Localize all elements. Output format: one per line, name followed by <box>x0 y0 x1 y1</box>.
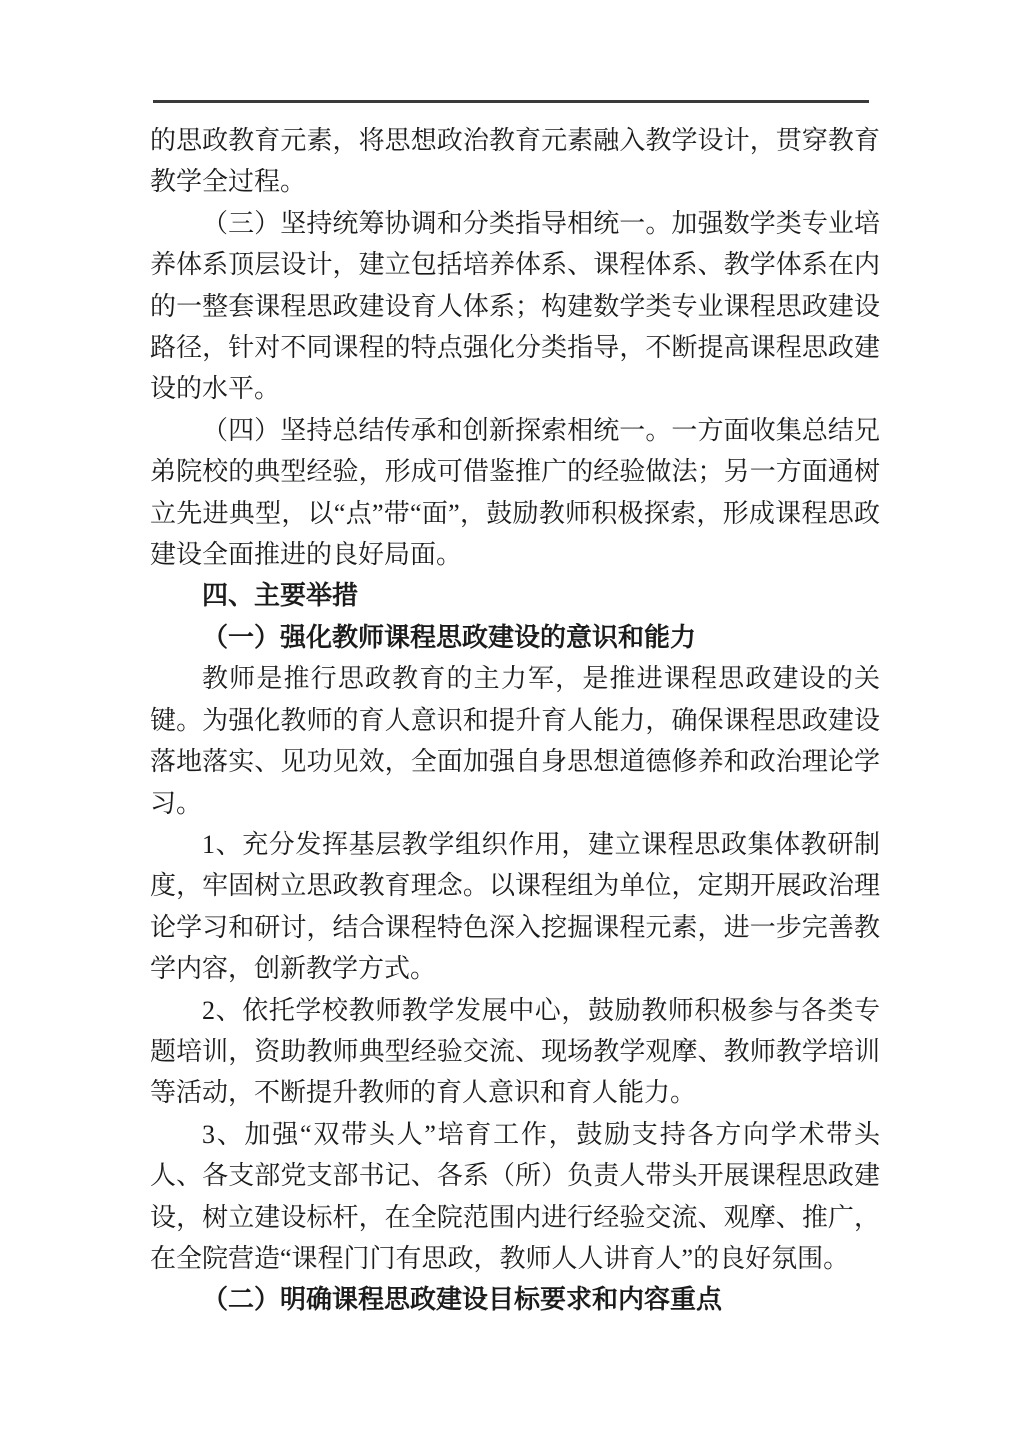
paragraph-continuation: 的思政教育元素，将思想政治教育元素融入教学设计，贯穿教育教学全过程。 <box>150 126 880 197</box>
paragraph-teachers-key: 教师是推行思政教育的主力军，是推进课程思政建设的关键。为强化教师的育人意识和提升育人能力，确保课程思政建设落地落实、见功见效，全面加强自身思想道德修养和政治理论学习。 <box>150 664 880 818</box>
paragraph-measure-3: 3、加强“双带头人”培育工作，鼓励支持各方向学术带头人、各支部党支部书记、各系（所）负责人带头开展课程思政建设，树立建设标杆，在全院范围内进行经验交流、观摩、推广，在全院营造“课程门门有思政，教师人人讲育人”的良好氛围。 <box>150 1119 880 1273</box>
document-body <box>150 120 880 1321</box>
paragraph-principle-4: （四）坚持总结传承和创新探索相统一。一方面收集总结兄弟院校的典型经验，形成可借鉴推广的经验做法；另一方面通树立先进典型，以“点”带“面”，鼓励教师积极探索，形成课程思政建设全面推进的良好局面。 <box>150 415 880 570</box>
subsection-heading-2: （二）明确课程思政建设目标要求和内容重点 <box>202 1284 723 1315</box>
subsection-heading-1: （一）强化教师课程思政建设的意识和能力 <box>202 621 697 652</box>
paragraph-measure-2: 2、依托学校教师教学发展中心，鼓励教师积极参与各类专题培训，资助教师典型经验交流、现场教学观摩、教师教学培训等活动，不断提升教师的育人意识和育人能力。 <box>150 995 880 1108</box>
paragraph-principle-3: （三）坚持统筹协调和分类指导相统一。加强数学类专业培养体系顶层设计，建立包括培养体系、课程体系、教学体系在内的一整套课程思政建设育人体系；构建数学类专业课程思政建设路径，针对不同课程的特点强化分类指导，不断提高课程思政建设的水平。 <box>150 208 880 404</box>
header-rule <box>153 100 869 103</box>
section-heading-main-measures: 四、主要举措 <box>202 580 359 611</box>
paragraph-measure-1: 1、充分发挥基层教学组织作用，建立课程思政集体教研制度，牢固树立思政教育理念。以课程组为单位，定期开展政治理论学习和研讨，结合课程特色深入挖掘课程元素，进一步完善教学内容，创新教学方式。 <box>150 829 880 984</box>
